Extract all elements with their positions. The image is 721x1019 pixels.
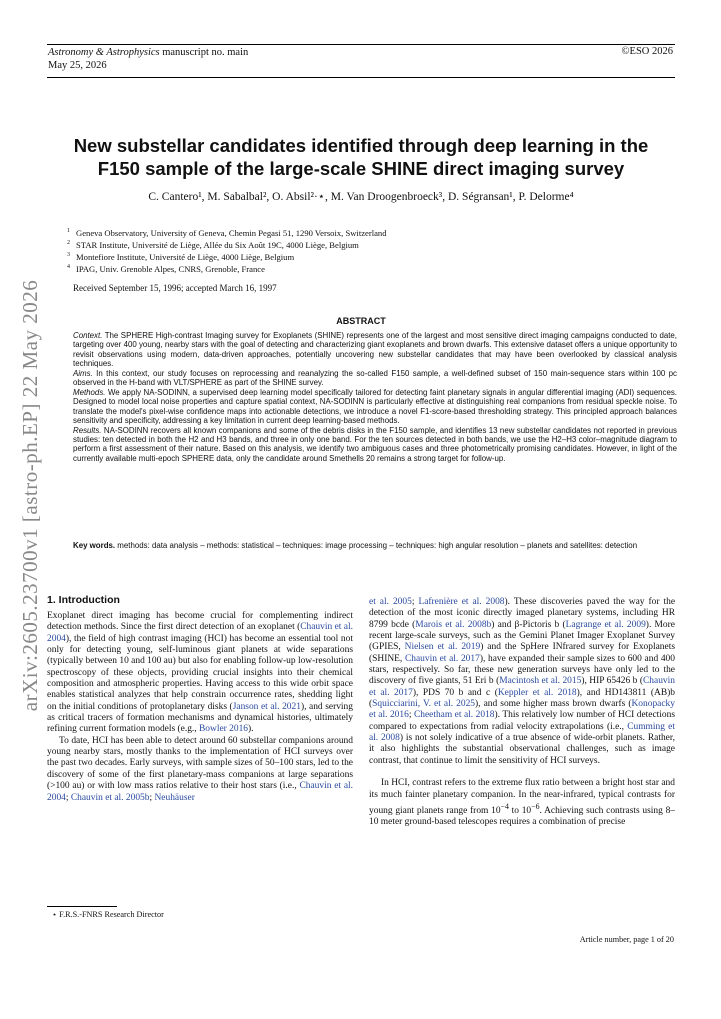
arxiv-sidebar-identifier: arXiv:2605.23700v1 [astro-ph.EP] 22 May 2026 bbox=[18, 279, 43, 711]
citation-link[interactable]: et al. 2005 bbox=[369, 597, 412, 607]
intro-column-right bbox=[369, 597, 675, 829]
affiliation-item: $^4$ IPAG, Univ. Grenoble Alpes, CNRS, Grenoble, France bbox=[67, 264, 265, 275]
affiliation-item: $^1$ Geneva Observatory, University of Geneva, Chemin Pegasi 51, 1290 Versoix, Switzerland bbox=[67, 227, 387, 238]
keywords: Key words. methods: data analysis – methods: statistical – techniques: image processing – techniques: high angular resolution – planets and satellites: detection bbox=[73, 541, 638, 550]
abstract-body bbox=[73, 331, 677, 463]
abstract-aims: Aims. In this context, our study focuses on reprocessing and reanalyzing the so-called F150 sample, a well-defined subset of 150 main-sequence stars within 100 pc observed in the H-band with VLT/SPHERE as part of the SHINE survey. bbox=[73, 368, 677, 388]
intro-column-left bbox=[47, 611, 353, 804]
author-list: C. Cantero¹, M. Sabalbal², O. Absil²·⋆, M. Van Droogenbroeck³, D. Ségransan¹, P. Delorme⁴ bbox=[148, 191, 574, 203]
citation-link[interactable]: Marois et al. 2008b bbox=[415, 619, 492, 630]
manuscript-header bbox=[47, 44, 675, 78]
affiliations bbox=[67, 226, 673, 275]
citation-link[interactable]: Bowler 2016 bbox=[199, 724, 249, 735]
citation-link[interactable]: Cumming et al. 2008 bbox=[369, 721, 675, 744]
abstract-context: Context. The SPHERE High-contrast Imaging survey for Exoplanets (SHINE) represents one of the largest and most sensitive direct imaging campaigns conducted to date, targeting over 400 young, nearby stars with the goal of detecting and characterizing giant exoplanets and brown dwarfs. This extensive dataset offers a unique opportunity to revisit observations using modern, data-driven approaches, potentially uncovering new substellar candidates that may have been overlooked by classical analysis techniques. bbox=[73, 331, 677, 369]
citation-link[interactable]: Keppler et al. 2018 bbox=[497, 687, 577, 698]
citation-link[interactable]: Nielsen et al. 2019 bbox=[404, 642, 481, 653]
citation-link[interactable]: Neuhäuser bbox=[154, 792, 195, 803]
intro-paragraph: Exoplanet direct imaging has become crucial for complementing indirect detection methods. Since the first direct detection of an exoplanet (Chauvin et al. 2004), the field of high contrast imaging (HCI) has become an essential tool not only for detecting young, self-luminous giant planets at wide separations (typically between 10 and 100 au) but also for enabling follow-up low-resolution spectroscopy of these objects, providing crucial insights into their chemical composition and atmospheric properties. Having access to this wide orbit space enables statistical analyzes that help constrain occurrence rates, shedding light on the initial conditions of protoplanetary disks (Janson et al. 2021), and serving as critical tracers of formation mechanisms and dynamical histories, ultimately refining current formation models (e.g., Bowler 2016). bbox=[47, 611, 353, 735]
journal-name: Astronomy & Astrophysics bbox=[48, 47, 160, 58]
manuscript-label: manuscript no. main bbox=[162, 47, 249, 58]
citation-link[interactable]: Chauvin et al. 2017 bbox=[404, 653, 480, 664]
received-dates: Received September 15, 1996; accepted March 16, 1997 bbox=[73, 283, 277, 293]
citation-link[interactable]: Janson et al. 2021 bbox=[232, 701, 301, 712]
citation-link[interactable]: Chauvin et al. 2005b bbox=[70, 792, 150, 803]
copyright: ©ESO 2026 bbox=[621, 46, 673, 57]
header-date: May 25, 2026 bbox=[48, 60, 107, 71]
citation-link[interactable]: Lagrange et al. 2009 bbox=[565, 619, 646, 630]
abstract-heading: ABSTRACT bbox=[336, 316, 386, 326]
title-line-2: F150 sample of the large-scale SHINE direct imaging survey bbox=[97, 158, 625, 179]
footnote-rule bbox=[47, 906, 117, 907]
page-footer: Article number, page 1 of 20 bbox=[579, 935, 674, 944]
section-heading-introduction: 1. Introduction bbox=[47, 594, 120, 606]
affiliation-item: $^3$ Montefiore Institute, Université de Liège, 4000 Liège, Belgium bbox=[67, 252, 295, 263]
affiliation-item: $^2$ STAR Institute, Université de Liège, Allée du Six Août 19C, 4000 Liège, Belgium bbox=[67, 240, 359, 251]
intro-paragraph: To date, HCI has been able to detect around 60 substellar companions around young nearby stars, mostly thanks to the implementation of HCI surveys over the past two decades. Early surveys, with sample sizes of 50–100 stars, led to the discovery of some of the first planetary-mass companions at large separations (>100 au) or with low mass ratios relative to their host stars (i.e., Chauvin et al. 2004; Chauvin et al. 2005b; Neuhäuser bbox=[47, 735, 353, 803]
intro-paragraph: In HCI, contrast refers to the extreme flux ratio between a bright host star and its much fainter planetary companion. In the near-infrared, typical contrasts for young giant planets range from $10^{-4}$ to $10^{-6}$. Achieving such contrasts using 8–10 meter ground-based telescopes requires a combination of precise bbox=[369, 778, 676, 828]
citation-link[interactable]: Konopacky et al. 2016 bbox=[369, 699, 675, 721]
citation-link[interactable]: Lafrenière et al. 2008 bbox=[418, 597, 505, 607]
title-line-1: New substellar candidates identified through deep learning in the bbox=[73, 135, 649, 156]
citation-link[interactable]: Chauvin et al. 2017 bbox=[369, 676, 675, 698]
intro-paragraph: et al. 2005; Lafrenière et al. 2008). These discoveries paved the way for the detection of the most iconic directly imaged planetary systems, including HR 8799 bcde (Marois et al. 2008b) and β-Pictoris b (Lagrange et al. 2009). More recent large-scale surveys, such as the Gemini Planet Imager Exoplanet Survey (GPIES, Nielsen et al. 2019) and the SpHere INfrared survey for Exoplanets (SHINE, Chauvin et al. 2017), have expanded their sample sizes to 600 and 400 stars, respectively. So far, these new generation surveys have only led to the discovery of five giants, 51 Eri b (Macintosh et al. 2015), HIP 65426 b (Chauvin et al. 2017), PDS 70 b and c (Keppler et al. 2018), and HD143811 (AB)b (Squicciarini, V. et al. 2025), and some higher mass brown dwarfs (Konopacky et al. 2016; Cheetham et al. 2018). This relatively low number of HCI detections compared to expectations from radial velocity extrapolations (i.e., Cumming et al. 2008) is not solely indicative of a true absence of wide-orbit planets. Rather, it also highlights the substantial observational challenges, such as image contrast, that continue to limit the sensitivity of HCI surveys. bbox=[369, 597, 676, 766]
paper-title bbox=[47, 134, 675, 180]
abstract-methods: Methods. We apply NA-SODINN, a supervised deep learning model specifically tailored for detecting faint planetary signals in angular differential imaging (ADI) sequences. Designed to model local noise properties and capture spatial context, NA-SODINN is particularly effective at distinguishing real companions from residual speckle noise. To translate the model's pixel-wise confidence maps into actionable detections, we introduce a novel F1-score-based thresholding strategy. This principled approach balances sensitivity and specificity, addressing a key limitation in current deep learning-based methods. bbox=[73, 387, 677, 426]
citation-link[interactable]: Chauvin et al. 2004 bbox=[47, 781, 353, 803]
citation-link[interactable]: Macintosh et al. 2015 bbox=[499, 676, 582, 687]
citation-link[interactable]: Squicciarini, V. et al. 2025 bbox=[372, 699, 476, 710]
abstract-results: Results. NA-SODINN recovers all known companions and some of the debris disks in the F150 sample, and identifies 13 new substellar candidates not reported in previous studies: ten detected in both the H2 and H3 bands, and three in only one band. For the ten sources detected in both bands, we use the H2–H3 color–magnitude diagram to perform a first assessment of their nature. Based on this analysis, we identify two ambiguous cases and three photometrically promising candidates. However, in light of the currently available multi-epoch SPHERE data, only the candidate around Smethells 20 remains a strong target for follow-up. bbox=[73, 425, 677, 463]
citation-link[interactable]: Chauvin et al. 2004 bbox=[47, 622, 353, 644]
citation-link[interactable]: Cheetham et al. 2018 bbox=[413, 710, 495, 721]
header-left bbox=[48, 46, 248, 72]
footnote: ⋆ F.R.S.-FNRS Research Director bbox=[52, 910, 164, 919]
